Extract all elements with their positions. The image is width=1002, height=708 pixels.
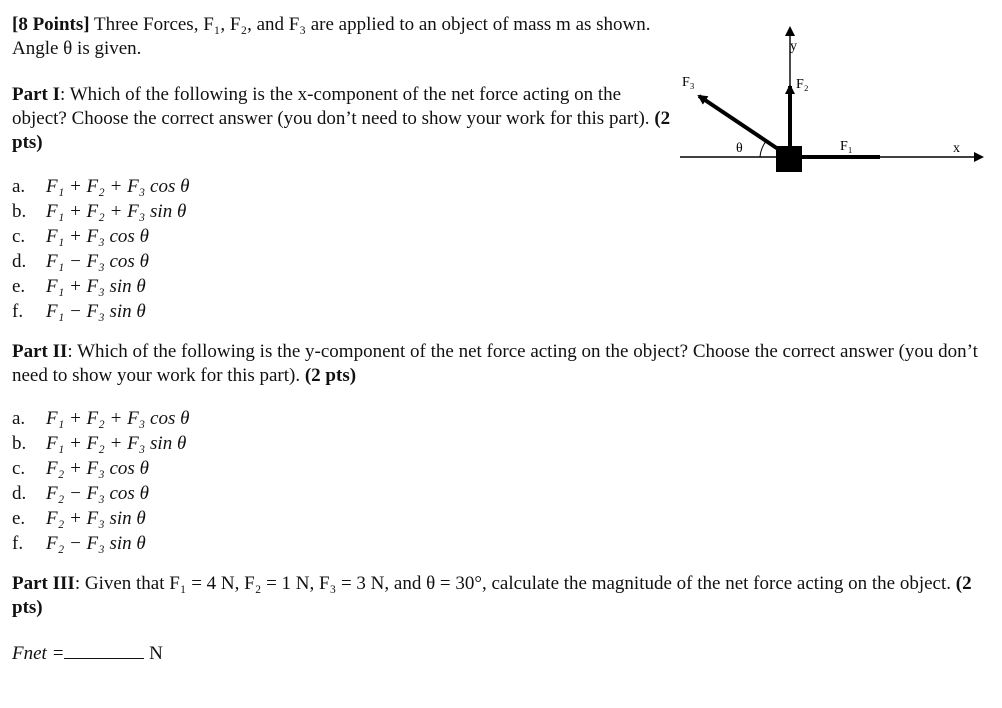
part3-points: (2 pts) — [12, 573, 972, 618]
answer-option[interactable]: f. F₂ − F₃ sin θ — [12, 533, 146, 554]
answer-option[interactable]: f. F₁ − F₃ sin θ — [12, 301, 146, 322]
mass-block — [776, 146, 802, 172]
x-axis-label: x — [953, 141, 960, 156]
answer-option[interactable]: c. F₁ + F₃ cos θ — [12, 226, 149, 247]
answer-option[interactable]: d. F₁ − F₃ cos θ — [12, 251, 149, 272]
part1-options — [12, 174, 189, 324]
f1-label: F₁ — [840, 139, 853, 154]
part2-label: Part II — [12, 341, 68, 362]
part1-label: Part I — [12, 84, 61, 105]
part1-question: Part I: Which of the following is the x-component of the net force acting on the object? Choose the correct answer (you don’t need to show your work for this part). (2 pts) — [12, 84, 671, 153]
answer-option[interactable]: e. F₂ + F₃ sin θ — [12, 508, 146, 529]
answer-option[interactable]: a. F₁ + F₂ + F₃ cos θ — [12, 176, 190, 197]
part1-text: Which of the following is the x-component of the net force acting on the object? Choose the correct answer (you don’t need to show your work for this part). — [12, 84, 650, 129]
part1-points: (2 pts) — [12, 108, 671, 153]
part2-options — [12, 406, 189, 556]
f2-label: F₂ — [796, 77, 809, 92]
y-axis-label: y — [790, 39, 797, 54]
force-diagram — [670, 20, 990, 185]
answer-option[interactable]: e. F₁ + F₃ sin θ — [12, 276, 146, 297]
part2-points: (2 pts) — [304, 365, 357, 386]
part3-label: Part III — [12, 573, 75, 594]
theta-label: θ — [736, 141, 743, 156]
answer-unit: N — [149, 643, 163, 664]
intro-text: Three Forces, F₁, F₂, and F₃ are applied to an object of mass m as shown. Angle θ is given. — [12, 14, 651, 59]
points-label: [8 Points] — [12, 14, 90, 35]
answer-option[interactable]: b. F₁ + F₂ + F₃ sin θ — [12, 201, 187, 222]
part2-text: Which of the following is the y-component of the net force acting on the object? Choose the correct answer (you don’t need to show your work for this part). — [12, 341, 978, 386]
part3-question: Part III: Given that F₁ = 4 N, F₂ = 1 N, F₃ = 3 N, and θ = 30°, calculate the magnitude of the net force acting on the object. (2 pts) — [12, 573, 972, 618]
answer-option[interactable]: c. F₂ + F₃ cos θ — [12, 458, 149, 479]
answer-blank[interactable] — [64, 640, 144, 659]
part2-question: Part II: Which of the following is the y-component of the net force acting on the object? Choose the correct answer (you don’t need to show your work for this part). (2 pts) — [12, 341, 978, 386]
fnet-label: Fnet = — [12, 643, 65, 664]
answer-option[interactable]: a. F₁ + F₂ + F₃ cos θ — [12, 408, 190, 429]
problem-intro — [12, 13, 652, 61]
answer-option[interactable]: d. F₂ − F₃ cos θ — [12, 483, 149, 504]
part3-text: Given that F₁ = 4 N, F₂ = 1 N, F₃ = 3 N, and θ = 30°, calculate the magnitude of the net force acting on the object. — [84, 573, 951, 594]
answer-line — [12, 640, 163, 666]
f3-label: F₃ — [682, 75, 695, 90]
answer-option[interactable]: b. F₁ + F₂ + F₃ sin θ — [12, 433, 187, 454]
